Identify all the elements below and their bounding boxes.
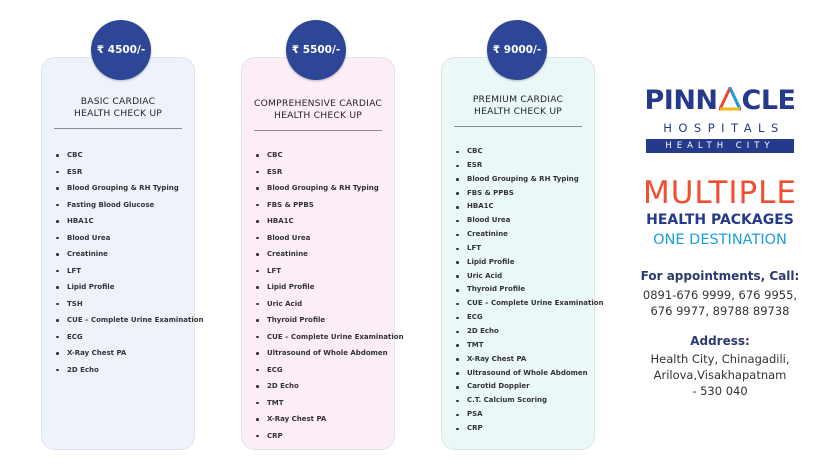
package-title-line: HEALTH CHECK UP — [273, 109, 363, 121]
address-line: Health City, Chinagadili, — [650, 352, 790, 366]
package-test-item: Creatinine — [256, 246, 404, 263]
package-test-item: HBA1C — [56, 213, 204, 230]
package-test-item: Lipid Profile — [456, 256, 604, 270]
package-test-list — [256, 147, 404, 444]
package-test-item: FBS & PPBS — [456, 187, 604, 201]
phone-line: 676 9977, 89788 89738 — [650, 304, 790, 318]
package-test-item: Blood Urea — [256, 230, 404, 247]
package-test-item: 2D Echo — [256, 378, 404, 395]
package-card-premium — [441, 57, 604, 450]
title-divider — [454, 126, 582, 127]
package-card-comprehensive — [241, 57, 404, 450]
package-price-badge-premium — [487, 20, 547, 80]
package-test-item: Ultrasound of Whole Abdomen — [256, 345, 404, 362]
address-line: - 530 040 — [692, 384, 748, 398]
package-price: ₹ 5500/- — [291, 44, 341, 56]
package-test-item: Uric Acid — [256, 296, 404, 313]
package-test-item: TMT — [256, 395, 404, 412]
package-test-item: CUE – Complete Urine Examination — [256, 329, 404, 346]
package-test-item: Blood Grouping & RH Typing — [456, 173, 604, 187]
package-test-item: LFT — [256, 263, 404, 280]
package-test-item: ESR — [456, 159, 604, 173]
package-test-item: CRP — [456, 422, 604, 436]
package-title — [242, 98, 394, 121]
package-test-item: Uric Acid — [456, 270, 604, 284]
package-price-badge-comprehensive — [286, 20, 346, 80]
title-divider — [54, 128, 182, 129]
package-title-line: PREMIUM CARDIAC — [472, 94, 564, 105]
package-test-item: Blood Grouping & RH Typing — [256, 180, 404, 197]
package-test-item: CBC — [256, 147, 404, 164]
package-card-basic — [41, 57, 204, 450]
package-test-item: C.T. Calcium Scoring — [456, 394, 604, 408]
package-title-line: BASIC CARDIAC — [80, 96, 156, 107]
package-test-item: ECG — [456, 311, 604, 325]
package-test-item: ECG — [256, 362, 404, 379]
package-title-line: HEALTH CHECK UP — [473, 105, 563, 117]
logo-name-part2: CLE — [741, 85, 796, 116]
package-title — [42, 96, 194, 119]
package-test-item: CRP — [256, 428, 404, 445]
package-test-item: HBA1C — [256, 213, 404, 230]
package-test-item: CUE – Complete Urine Examination — [56, 312, 204, 329]
package-title — [442, 94, 594, 117]
title-divider — [254, 130, 382, 131]
address-line: Arilova,Visakhapatnam — [653, 368, 787, 382]
hospital-logo — [620, 86, 820, 116]
package-test-item: PSA — [456, 408, 604, 422]
package-test-item: Carotid Doppler — [456, 380, 604, 394]
package-test-item: ESR — [56, 164, 204, 181]
logo-triangle-icon — [719, 87, 741, 111]
package-test-item: CBC — [456, 145, 604, 159]
package-test-item: HBA1C — [456, 200, 604, 214]
phone-line: 0891-676 9999, 676 9955, — [642, 288, 798, 302]
package-test-item: FBS & PPBS — [256, 197, 404, 214]
package-title-line: HEALTH CHECK UP — [73, 107, 163, 119]
package-test-item: Blood Grouping & RH Typing — [56, 180, 204, 197]
phone-numbers — [620, 287, 820, 319]
package-test-item: TSH — [56, 296, 204, 313]
package-test-item: Blood Urea — [56, 230, 204, 247]
package-test-item: Creatinine — [56, 246, 204, 263]
package-test-item: Creatinine — [456, 228, 604, 242]
package-test-item: LFT — [456, 242, 604, 256]
package-test-list — [56, 147, 204, 378]
package-test-item: ECG — [56, 329, 204, 346]
address-block — [620, 351, 820, 399]
appointments-label: For appointments, Call: — [640, 269, 800, 283]
package-test-item: 2D Echo — [56, 362, 204, 379]
package-price: ₹ 9000/- — [492, 44, 542, 56]
package-test-item: X-Ray Chest PA — [256, 411, 404, 428]
tagline-one-destination: ONE DESTINATION — [653, 232, 787, 248]
package-test-item: Fasting Blood Glucose — [56, 197, 204, 214]
address-label: Address: — [690, 334, 750, 348]
package-test-list — [456, 145, 604, 436]
package-test-item: X-Ray Chest PA — [456, 353, 604, 367]
package-test-item: Blood Urea — [456, 214, 604, 228]
package-test-item: X-Ray Chest PA — [56, 345, 204, 362]
package-test-item: Thyroid Profile — [456, 283, 604, 297]
logo-name-part1: PINN — [644, 85, 718, 116]
package-test-item: TMT — [456, 339, 604, 353]
logo-a-icon — [719, 87, 741, 111]
package-price: ₹ 4500/- — [96, 44, 146, 56]
tagline-multiple: MULTIPLE — [642, 175, 798, 211]
package-test-item: ESR — [256, 164, 404, 181]
tagline-health-packages: HEALTH PACKAGES — [646, 212, 794, 228]
package-test-item: 2D Echo — [456, 325, 604, 339]
package-test-item: Ultrasound of Whole Abdomen — [456, 367, 604, 381]
package-test-item: Lipid Profile — [256, 279, 404, 296]
package-price-badge-basic — [91, 20, 151, 80]
package-test-item: CUE – Complete Urine Examination — [456, 297, 604, 311]
package-test-item: LFT — [56, 263, 204, 280]
package-test-item: CBC — [56, 147, 204, 164]
package-title-line: COMPREHENSIVE CARDIAC — [253, 98, 383, 109]
logo-subtitle: HOSPITALS — [663, 121, 785, 135]
package-test-item: Lipid Profile — [56, 279, 204, 296]
logo-band: HEALTH CITY — [646, 139, 794, 153]
package-test-item: Thyroid Profile — [256, 312, 404, 329]
